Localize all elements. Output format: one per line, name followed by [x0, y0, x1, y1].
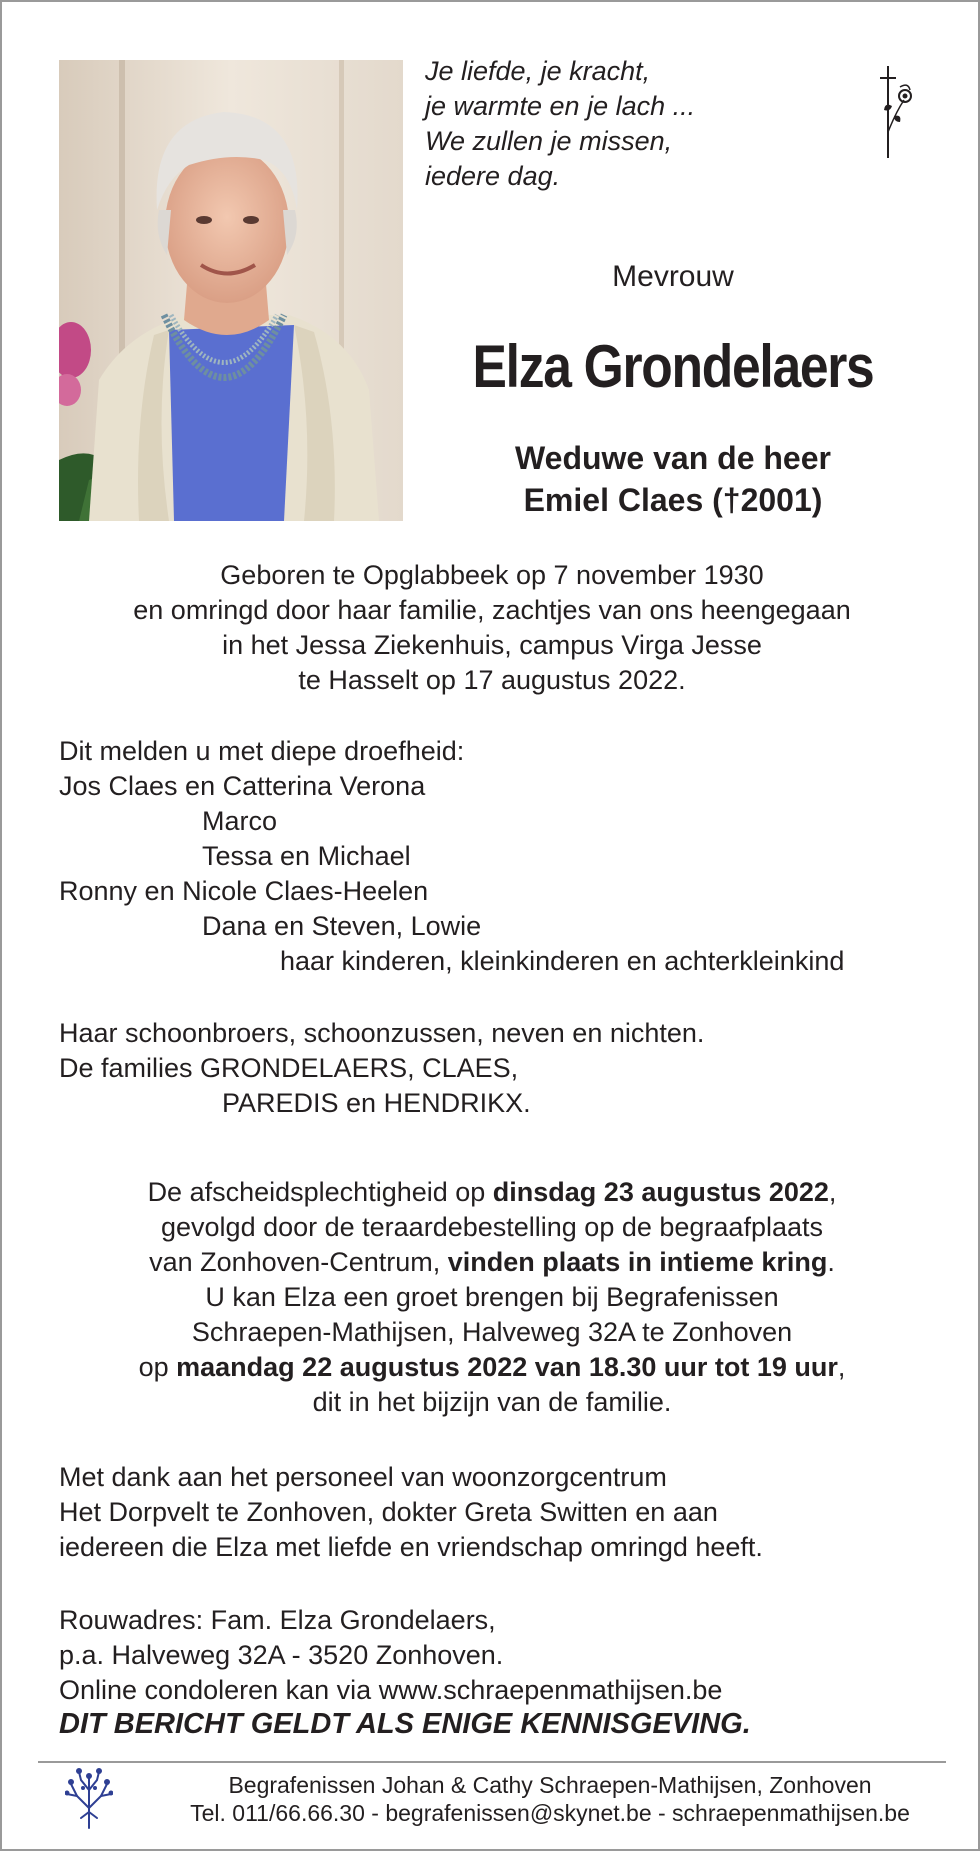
- poem-line: Je liefde, je kracht,: [425, 56, 651, 86]
- text-line: iedereen die Elza met liefde en vriendschap omringd heeft.: [59, 1532, 763, 1562]
- text-line: en omringd door haar familie, zachtjes van ons heengegaan: [133, 595, 851, 625]
- notice-statement: DIT BERICHT GELDT ALS ENIGE KENNISGEVING.: [59, 1708, 751, 1740]
- family-member: Dana en Steven, Lowie: [202, 911, 482, 941]
- text-line: op maandag 22 augustus 2022 van 18.30 uur tot 19 uur,: [138, 1352, 846, 1382]
- ceremony-private: vinden plaats in intieme kring: [447, 1247, 828, 1277]
- text-line: Schraepen-Mathijsen, Halveweg 32A te Zonhoven: [191, 1317, 793, 1347]
- text-line: in het Jessa Ziekenhuis, campus Virga Jesse: [222, 630, 762, 660]
- family-member: Jos Claes en Catterina Verona: [59, 771, 426, 801]
- ceremony-info: [2, 1175, 980, 1420]
- poem-line: We zullen je missen,: [425, 126, 673, 156]
- text-line: Het Dorpvelt te Zonhoven, dokter Greta Switten en aan: [59, 1497, 718, 1527]
- deceased-name: Elza Grondelaers: [472, 333, 874, 400]
- visitation-time: maandag 22 augustus 2022 van 18.30 uur tot 19 uur: [176, 1352, 838, 1382]
- poem-line: iedere dag.: [425, 161, 561, 191]
- funeral-home-footer: [120, 1771, 980, 1827]
- thanks-message: [59, 1460, 763, 1565]
- tree-logo-icon: [65, 1768, 113, 1830]
- honorific: Mevrouw: [612, 260, 734, 293]
- family-member: Ronny en Nicole Claes-Heelen: [59, 876, 429, 906]
- widow-line: Emiel Claes (†2001): [523, 482, 823, 518]
- text-line: Met dank aan het personeel van woonzorgcentrum: [59, 1462, 667, 1492]
- ceremony-date: dinsdag 23 augustus 2022: [492, 1177, 829, 1207]
- birth-death-info: [2, 558, 980, 698]
- footer-divider: [38, 1761, 946, 1763]
- portrait-photo: [59, 60, 403, 521]
- contact-info: [59, 1603, 722, 1708]
- funeral-home-name: Begrafenissen Johan & Cathy Schraepen-Mathijsen, Zonhoven: [228, 1772, 872, 1798]
- family-member: Marco: [202, 806, 278, 836]
- text-line: dit in het bijzijn van de familie.: [312, 1387, 672, 1417]
- text-line: De afscheidsplechtigheid op dinsdag 23 augustus 2022,: [147, 1177, 837, 1207]
- mourning-address: p.a. Halveweg 32A - 3520 Zonhoven.: [59, 1640, 504, 1670]
- extended-family: PAREDIS en HENDRIKX.: [222, 1088, 531, 1118]
- text-line: U kan Elza een groet brengen bij Begrafenissen: [205, 1282, 779, 1312]
- extended-family: Haar schoonbroers, schoonzussen, neven en nichten.: [59, 1018, 705, 1048]
- poem: [425, 54, 695, 194]
- family-intro: Dit melden u met diepe droefheid:: [59, 736, 465, 766]
- poem-line: je warmte en je lach ...: [425, 91, 696, 121]
- mourning-address: Rouwadres: Fam. Elza Grondelaers,: [59, 1605, 496, 1635]
- widow-line: Weduwe van de heer: [515, 440, 831, 476]
- cross-rose-icon: [874, 62, 916, 162]
- text-line: van Zonhoven-Centrum, vinden plaats in intieme kring.: [149, 1247, 835, 1277]
- funeral-home-contact: Tel. 011/66.66.30 - begrafenissen@skynet.be - schraepenmathijsen.be: [190, 1800, 910, 1826]
- widow-statement: [422, 437, 924, 521]
- text-line: te Hasselt op 17 augustus 2022.: [298, 665, 686, 695]
- text-line: gevolgd door de teraardebestelling op de begraafplaats: [161, 1212, 823, 1242]
- family-relation: haar kinderen, kleinkinderen en achterkleinkind: [280, 946, 845, 976]
- online-condolence: Online condoleren kan via www.schraepenmathijsen.be: [59, 1675, 723, 1705]
- extended-family: De families GRONDELAERS, CLAES,: [59, 1053, 519, 1083]
- text-line: Geboren te Opglabbeek op 7 november 1930: [220, 560, 764, 590]
- family-member: Tessa en Michael: [202, 841, 411, 871]
